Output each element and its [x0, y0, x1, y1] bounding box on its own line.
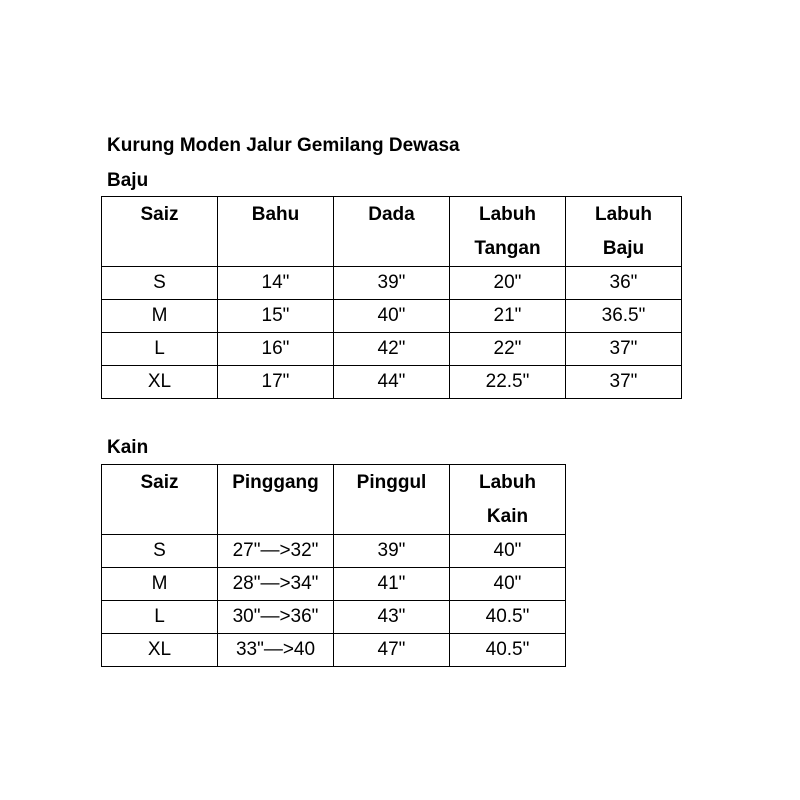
table-row: [102, 601, 566, 634]
baju-size-table: [101, 196, 682, 399]
table-cell: 40": [450, 568, 566, 601]
table-row: [102, 300, 682, 333]
table-cell: 39": [334, 535, 450, 568]
table-row: [102, 366, 682, 399]
header-labuh-tangan: Labuh Tangan: [450, 197, 566, 267]
table-cell: 37": [566, 366, 682, 399]
table-header-row: [102, 465, 566, 535]
table-row: [102, 267, 682, 300]
table-cell: 20": [450, 267, 566, 300]
table-row: [102, 333, 682, 366]
header-dada: Dada: [334, 197, 450, 267]
table-cell: 22": [450, 333, 566, 366]
header-labuh-kain: Labuh Kain: [450, 465, 566, 535]
table-row: [102, 568, 566, 601]
header-pinggul: Pinggul: [334, 465, 450, 535]
table-cell: S: [102, 267, 218, 300]
table-cell: 40": [450, 535, 566, 568]
table-cell: L: [102, 601, 218, 634]
table-cell: 33"—>40: [218, 634, 334, 667]
table-cell: XL: [102, 634, 218, 667]
table-cell: M: [102, 568, 218, 601]
table-cell: 17": [218, 366, 334, 399]
table-header-row: [102, 197, 682, 267]
table-cell: 47": [334, 634, 450, 667]
table-cell: 30"—>36": [218, 601, 334, 634]
table-row: [102, 535, 566, 568]
table-cell: 43": [334, 601, 450, 634]
table-cell: 15": [218, 300, 334, 333]
table-cell: 41": [334, 568, 450, 601]
table-cell: M: [102, 300, 218, 333]
table-cell: 27"—>32": [218, 535, 334, 568]
table-cell: 36.5": [566, 300, 682, 333]
baju-section-title: Baju: [107, 170, 149, 191]
header-bahu: Bahu: [218, 197, 334, 267]
table-cell: 40.5": [450, 601, 566, 634]
table-cell: 42": [334, 333, 450, 366]
header-saiz: Saiz: [102, 197, 218, 267]
header-labuh-baju: Labuh Baju: [566, 197, 682, 267]
document-title: Kurung Moden Jalur Gemilang Dewasa: [107, 135, 460, 156]
table-row: [102, 634, 566, 667]
table-cell: 44": [334, 366, 450, 399]
table-cell: 22.5": [450, 366, 566, 399]
kain-size-table: [101, 464, 566, 667]
table-cell: 37": [566, 333, 682, 366]
table-cell: 28"—>34": [218, 568, 334, 601]
table-cell: S: [102, 535, 218, 568]
table-cell: 21": [450, 300, 566, 333]
table-cell: 14": [218, 267, 334, 300]
table-cell: 39": [334, 267, 450, 300]
table-cell: XL: [102, 366, 218, 399]
table-cell: 36": [566, 267, 682, 300]
table-cell: 16": [218, 333, 334, 366]
table-cell: L: [102, 333, 218, 366]
header-pinggang: Pinggang: [218, 465, 334, 535]
table-cell: 40.5": [450, 634, 566, 667]
kain-section-title: Kain: [107, 437, 149, 458]
header-saiz: Saiz: [102, 465, 218, 535]
table-cell: 40": [334, 300, 450, 333]
